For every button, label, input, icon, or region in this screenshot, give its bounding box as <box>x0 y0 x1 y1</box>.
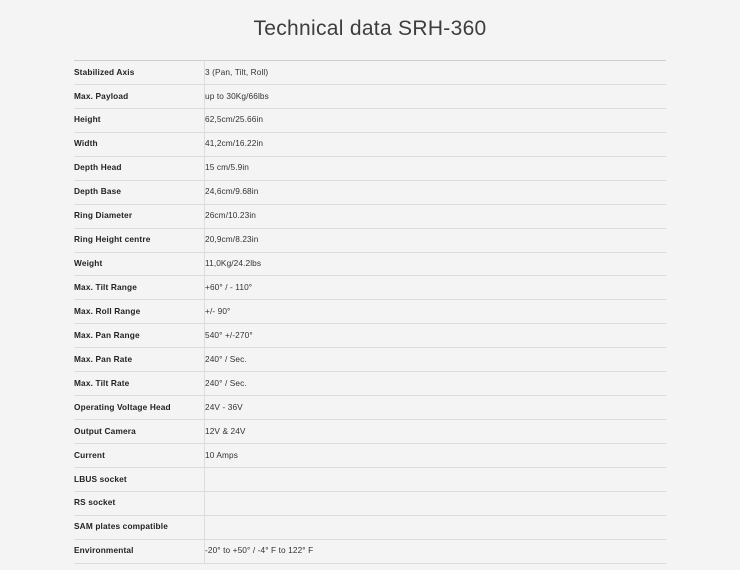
spec-value: 20,9cm/8.23in <box>205 234 259 245</box>
table-row <box>74 108 666 132</box>
spec-value: 62,5cm/25.66in <box>205 114 264 125</box>
table-row <box>74 515 666 539</box>
spec-label: Height <box>74 108 205 132</box>
table-row <box>74 252 666 276</box>
table-row <box>74 300 666 324</box>
table-row <box>74 396 666 420</box>
spec-value: 15 cm/5.9in <box>205 162 249 173</box>
technical-specifications-table <box>74 60 666 564</box>
table-row <box>74 491 666 515</box>
spec-value: 540° +/-270° <box>205 329 253 340</box>
spec-label: Max. Tilt Range <box>74 276 205 300</box>
table-row <box>74 324 666 348</box>
spec-label: Weight <box>74 252 205 276</box>
spec-label: Environmental <box>74 539 205 563</box>
spec-value: 24V - 36V <box>205 401 243 412</box>
spec-value: +/- 90° <box>205 305 231 316</box>
spec-value: 3 (Pan, Tilt, Roll) <box>205 66 269 77</box>
table-row <box>74 348 666 372</box>
spec-table-body <box>74 61 666 564</box>
table-row <box>74 467 666 491</box>
spec-value: 10 Amps <box>205 449 238 460</box>
table-row <box>74 228 666 252</box>
spec-value: 12V & 24V <box>205 425 246 436</box>
spec-label: RS socket <box>74 491 205 515</box>
spec-value <box>205 491 667 515</box>
spec-label: Depth Head <box>74 156 205 180</box>
spec-value: up to 30Kg/66lbs <box>205 90 269 101</box>
spec-label: Width <box>74 132 205 156</box>
spec-label: Operating Voltage Head <box>74 396 205 420</box>
table-row <box>74 372 666 396</box>
page-title: Technical data SRH-360 <box>253 17 487 40</box>
spec-value: 240° / Sec. <box>205 353 247 364</box>
spec-label: Max. Roll Range <box>74 300 205 324</box>
table-row <box>74 61 666 85</box>
spec-table-container <box>74 41 666 564</box>
spec-value: 24,6cm/9.68in <box>205 186 259 197</box>
spec-value: +60° / - 110° <box>205 282 253 293</box>
spec-label: Depth Base <box>74 180 205 204</box>
table-row <box>74 132 666 156</box>
spec-value: 26cm/10.23in <box>205 210 257 221</box>
spec-label: Max. Payload <box>74 84 205 108</box>
spec-label: Ring Diameter <box>74 204 205 228</box>
spec-label: Max. Pan Rate <box>74 348 205 372</box>
table-row <box>74 84 666 108</box>
table-row <box>74 444 666 468</box>
table-row <box>74 539 666 563</box>
spec-value: 41,2cm/16.22in <box>205 138 264 149</box>
spec-label: Ring Height centre <box>74 228 205 252</box>
spec-label: Current <box>74 444 205 468</box>
spec-value: 240° / Sec. <box>205 377 247 388</box>
spec-label: SAM plates compatible <box>74 515 205 539</box>
table-row <box>74 180 666 204</box>
spec-label: Max. Pan Range <box>74 324 205 348</box>
spec-value: 11,0Kg/24.2lbs <box>205 258 262 269</box>
spec-label: Stabilized Axis <box>74 61 205 85</box>
spec-label: Output Camera <box>74 420 205 444</box>
spec-value <box>205 515 667 539</box>
spec-value <box>205 467 667 491</box>
table-row <box>74 420 666 444</box>
table-row <box>74 204 666 228</box>
spec-label: LBUS socket <box>74 467 205 491</box>
table-row <box>74 276 666 300</box>
table-row <box>74 156 666 180</box>
spec-value: -20° to +50° / -4° F to 122° F <box>205 545 314 556</box>
spec-label: Max. Tilt Rate <box>74 372 205 396</box>
